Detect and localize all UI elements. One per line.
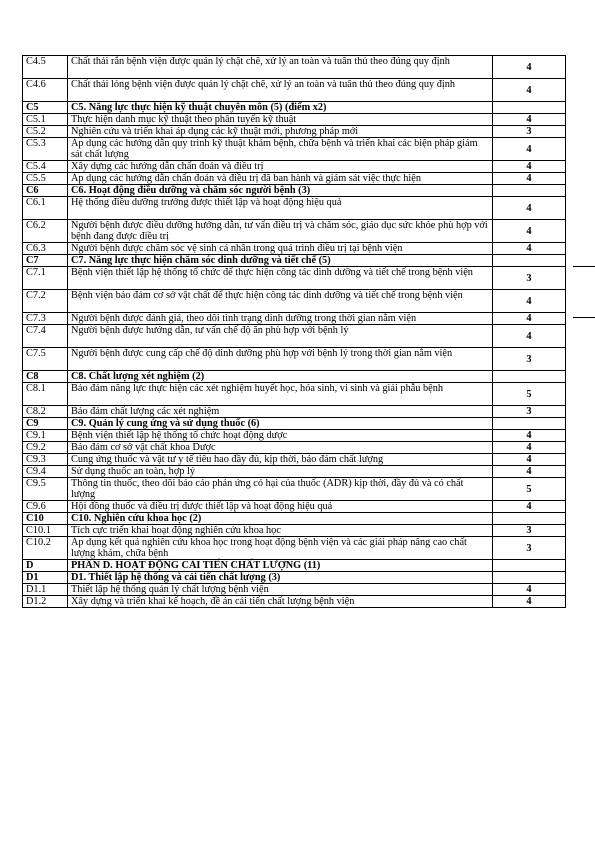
criterion-code: C6.3 <box>23 243 68 255</box>
criterion-score: 4 <box>493 325 566 348</box>
criterion-code: C5.2 <box>23 126 68 138</box>
criterion-code: C9.4 <box>23 466 68 478</box>
criterion-text: Bảo đảm chất lượng các xét nghiệm <box>68 406 493 418</box>
criterion-score: 4 <box>493 466 566 478</box>
criterion-score: 5 <box>493 383 566 406</box>
criterion-text: Hệ thống điều dưỡng trưởng được thiết lập và hoạt động hiệu quả <box>68 197 493 220</box>
criterion-score: 4 <box>493 442 566 454</box>
criterion-row <box>23 325 566 348</box>
criterion-code: C5.1 <box>23 114 68 126</box>
criterion-text: Tích cực triển khai hoạt động nghiên cứu khoa học <box>68 525 493 537</box>
criterion-code: C7 <box>23 255 68 267</box>
criterion-score: 3 <box>493 267 566 290</box>
section-row <box>23 255 566 267</box>
criterion-code: C9.6 <box>23 501 68 513</box>
criterion-score: 4 <box>493 584 566 596</box>
criterion-row <box>23 478 566 501</box>
criterion-score: 4 <box>493 79 566 102</box>
criterion-text: C10. Nghiên cứu khoa học (2) <box>68 513 493 525</box>
criterion-code: C8 <box>23 371 68 383</box>
criterion-text: Thiết lập hệ thống quản lý chất lượng bệnh viện <box>68 584 493 596</box>
criterion-row <box>23 383 566 406</box>
criterion-code: C10.1 <box>23 525 68 537</box>
criterion-row <box>23 126 566 138</box>
criterion-score <box>493 255 566 267</box>
section-row <box>23 513 566 525</box>
criterion-code: C5.5 <box>23 173 68 185</box>
criterion-text: Hội đồng thuốc và điều trị được thiết lập và hoạt động hiệu quả <box>68 501 493 513</box>
criterion-text: Bệnh viện thiết lập hệ thống tổ chức để thực hiện công tác dinh dưỡng và tiết chế trong bệnh viện <box>68 267 493 290</box>
criterion-score: 3 <box>493 348 566 371</box>
criterion-code: D1 <box>23 572 68 584</box>
criterion-text: Xây dựng các hướng dẫn chẩn đoán và điều trị <box>68 161 493 173</box>
criterion-score: 3 <box>493 525 566 537</box>
criterion-row <box>23 161 566 173</box>
criterion-row <box>23 537 566 560</box>
criterion-score: 4 <box>493 56 566 79</box>
criterion-score: 4 <box>493 161 566 173</box>
criterion-text: Áp dụng các hướng dẫn quy trình kỹ thuật khám bệnh, chữa bệnh và triển khai các biện pháp giám sát chất lượng <box>68 138 493 161</box>
criterion-score <box>493 185 566 197</box>
criterion-code: C9.2 <box>23 442 68 454</box>
criterion-score: 4 <box>493 501 566 513</box>
criterion-code: C5 <box>23 102 68 114</box>
criterion-code: C10.2 <box>23 537 68 560</box>
criterion-row <box>23 501 566 513</box>
criterion-score <box>493 572 566 584</box>
criterion-code: C10 <box>23 513 68 525</box>
criterion-code: C5.3 <box>23 138 68 161</box>
criterion-score: 3 <box>493 537 566 560</box>
criterion-text: C5. Năng lực thực hiện kỹ thuật chuyên môn (5) (điểm x2) <box>68 102 493 114</box>
criterion-row <box>23 243 566 255</box>
criterion-text: Sử dụng thuốc an toàn, hợp lý <box>68 466 493 478</box>
criterion-code: C6.1 <box>23 197 68 220</box>
criterion-text: C7. Năng lực thực hiện chăm sóc dinh dưỡng và tiết chế (5) <box>68 255 493 267</box>
criterion-row <box>23 267 566 290</box>
criterion-text: Xây dựng và triển khai kế hoạch, đề án cải tiến chất lượng bệnh viện <box>68 596 493 608</box>
criterion-text: Thực hiện danh mục kỹ thuật theo phân tuyến kỹ thuật <box>68 114 493 126</box>
criterion-score: 4 <box>493 313 566 325</box>
criterion-text: PHẦN D. HOẠT ĐỘNG CẢI TIẾN CHẤT LƯỢNG (11) <box>68 560 493 572</box>
criterion-text: Bệnh viện bảo đảm cơ sở vật chất để thực hiện công tác dinh dưỡng và tiết chế trong bệnh viện <box>68 290 493 313</box>
criterion-code: C7.2 <box>23 290 68 313</box>
criterion-row <box>23 430 566 442</box>
criterion-text: C9. Quản lý cung ứng và sử dụng thuốc (6) <box>68 418 493 430</box>
criterion-score: 5 <box>493 478 566 501</box>
criterion-text: Áp dụng kết quả nghiên cứu khoa học trong hoạt động bệnh viện và các giải pháp nâng cao chất lượng khám, chữa bệnh <box>68 537 493 560</box>
criterion-row <box>23 220 566 243</box>
criterion-row <box>23 348 566 371</box>
criterion-score: 4 <box>493 114 566 126</box>
section-row <box>23 371 566 383</box>
criterion-score: 4 <box>493 290 566 313</box>
criterion-code: C7.5 <box>23 348 68 371</box>
criterion-text: Thông tin thuốc, theo dõi báo cáo phản ứng có hại của thuốc (ADR) kịp thời, đầy đủ và có chất lượng <box>68 478 493 501</box>
criterion-text: Bảo đảm năng lực thực hiện các xét nghiệm huyết học, hóa sinh, vi sinh và giải phẫu bệnh <box>68 383 493 406</box>
criterion-code: C9.3 <box>23 454 68 466</box>
criterion-row <box>23 525 566 537</box>
criterion-code: D <box>23 560 68 572</box>
criterion-code: D1.2 <box>23 596 68 608</box>
criterion-text: C8. Chất lượng xét nghiệm (2) <box>68 371 493 383</box>
criterion-score <box>493 102 566 114</box>
margin-mark <box>573 317 595 318</box>
criterion-code: C6.2 <box>23 220 68 243</box>
criterion-row <box>23 197 566 220</box>
criterion-text: Cung ứng thuốc và vật tư y tế tiêu hao đầy đủ, kịp thời, bảo đảm chất lượng <box>68 454 493 466</box>
criterion-text: Người bệnh được đánh giá, theo dõi tình trạng dinh dưỡng trong thời gian nằm viện <box>68 313 493 325</box>
section-row <box>23 572 566 584</box>
criterion-text: Bệnh viện thiết lập hệ thống tổ chức hoạt động dược <box>68 430 493 442</box>
criterion-score: 3 <box>493 126 566 138</box>
criterion-text: Chất thải lỏng bệnh viện được quản lý chặt chẽ, xử lý an toàn và tuân thủ theo đúng quy định <box>68 79 493 102</box>
criterion-score: 3 <box>493 406 566 418</box>
criterion-code: C5.4 <box>23 161 68 173</box>
criterion-row <box>23 79 566 102</box>
criterion-score: 4 <box>493 173 566 185</box>
criterion-row <box>23 138 566 161</box>
criterion-code: C4.5 <box>23 56 68 79</box>
criterion-code: C9 <box>23 418 68 430</box>
criteria-table <box>22 55 566 608</box>
criterion-row <box>23 466 566 478</box>
criterion-code: C7.3 <box>23 313 68 325</box>
criterion-code: C8.2 <box>23 406 68 418</box>
criterion-row <box>23 442 566 454</box>
criterion-score: 4 <box>493 138 566 161</box>
criterion-text: Người bệnh được hướng dẫn, tư vấn chế độ ăn phù hợp với bệnh lý <box>68 325 493 348</box>
criterion-text: Chất thải rắn bệnh viện được quản lý chặt chẽ, xử lý an toàn và tuân thủ theo đúng quy định <box>68 56 493 79</box>
criterion-code: D1.1 <box>23 584 68 596</box>
criterion-row <box>23 584 566 596</box>
criterion-text: Bảo đảm cơ sở vật chất khoa Dược <box>68 442 493 454</box>
criterion-row <box>23 454 566 466</box>
criterion-row <box>23 173 566 185</box>
criterion-text: Nghiên cứu và triển khai áp dụng các kỹ thuật mới, phương pháp mới <box>68 126 493 138</box>
criterion-code: C8.1 <box>23 383 68 406</box>
criterion-code: C9.5 <box>23 478 68 501</box>
criterion-row <box>23 313 566 325</box>
criterion-score <box>493 371 566 383</box>
criterion-score: 4 <box>493 220 566 243</box>
criterion-text: Người bệnh được chăm sóc vệ sinh cá nhân trong quá trình điều trị tại bệnh viện <box>68 243 493 255</box>
section-row <box>23 185 566 197</box>
criterion-code: C6 <box>23 185 68 197</box>
criterion-text: C6. Hoạt động điều dưỡng và chăm sóc người bệnh (3) <box>68 185 493 197</box>
criterion-score: 4 <box>493 243 566 255</box>
criterion-score: 4 <box>493 197 566 220</box>
criterion-code: C7.4 <box>23 325 68 348</box>
criterion-row <box>23 114 566 126</box>
criterion-code: C7.1 <box>23 267 68 290</box>
criterion-row <box>23 56 566 79</box>
criterion-text: D1. Thiết lập hệ thống và cải tiến chất lượng (3) <box>68 572 493 584</box>
criterion-score: 4 <box>493 596 566 608</box>
criterion-score <box>493 513 566 525</box>
criterion-row <box>23 596 566 608</box>
criterion-row <box>23 290 566 313</box>
criterion-code: C9.1 <box>23 430 68 442</box>
criterion-text: Người bệnh được điều dưỡng hướng dẫn, tư vấn điều trị và chăm sóc, giáo dục sức khỏe phù hợp với bệnh đang được điều trị <box>68 220 493 243</box>
section-row <box>23 560 566 572</box>
criterion-score <box>493 418 566 430</box>
criterion-text: Người bệnh được cung cấp chế độ dinh dưỡng phù hợp với bệnh lý trong thời gian nằm viện <box>68 348 493 371</box>
criterion-score: 4 <box>493 454 566 466</box>
criterion-score <box>493 560 566 572</box>
section-row <box>23 418 566 430</box>
section-row <box>23 102 566 114</box>
criterion-code: C4.6 <box>23 79 68 102</box>
criterion-row <box>23 406 566 418</box>
criterion-score: 4 <box>493 430 566 442</box>
margin-mark <box>573 266 595 267</box>
criterion-text: Áp dụng các hướng dẫn chẩn đoán và điều trị đã ban hành và giám sát việc thực hiện <box>68 173 493 185</box>
